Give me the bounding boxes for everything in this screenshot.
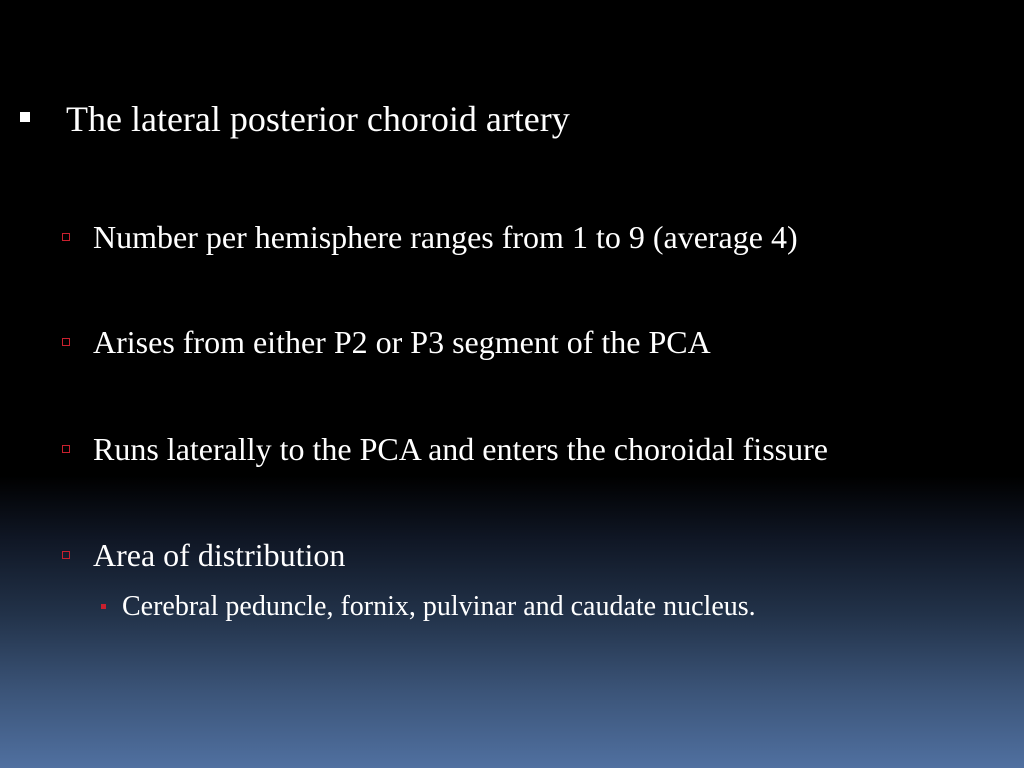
bullet-runs-laterally: Runs laterally to the PCA and enters the choroidal fissure	[93, 431, 828, 467]
slide-heading-bullet: The lateral posterior choroid artery	[66, 99, 570, 139]
bullet-arises-from: Arises from either P2 or P3 segment of the PCA	[93, 324, 711, 360]
bullet-number-per-hemisphere: Number per hemisphere ranges from 1 to 9 (average 4)	[93, 219, 798, 255]
filled-square-bullet-icon	[101, 604, 106, 609]
subbullet-distribution-list: Cerebral peduncle, fornix, pulvinar and caudate nucleus.	[122, 591, 756, 622]
bullet-area-of-distribution: Area of distribution	[93, 537, 346, 573]
square-bullet-icon	[20, 112, 30, 122]
hollow-square-bullet-icon	[62, 233, 70, 241]
hollow-square-bullet-icon	[62, 445, 70, 453]
hollow-square-bullet-icon	[62, 338, 70, 346]
hollow-square-bullet-icon	[62, 551, 70, 559]
